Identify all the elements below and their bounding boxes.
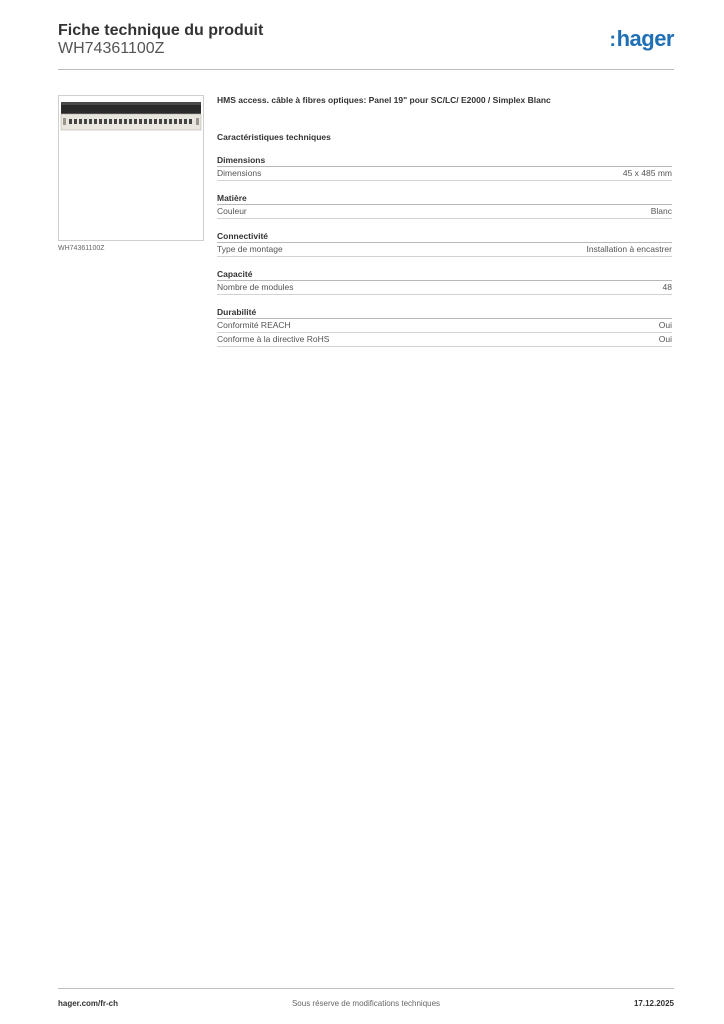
spec-group-capacite: [217, 268, 672, 295]
spec-group-durabilite: [217, 306, 672, 347]
logo-dots-icon: :: [609, 29, 616, 51]
page-footer: [58, 988, 674, 1013]
patch-panel-icon: [59, 96, 203, 240]
spec-row: [217, 319, 672, 333]
spec-row: [217, 167, 672, 181]
spec-row: [217, 281, 672, 295]
spec-value: Blanc: [650, 206, 672, 216]
document-title: Fiche technique du produit: [58, 22, 264, 39]
spec-value: 48: [662, 282, 672, 292]
group-title: Durabilité: [217, 306, 672, 319]
spec-group-connectivite: [217, 230, 672, 257]
spec-row: [217, 243, 672, 257]
footer-date: 17.12.2025: [633, 999, 674, 1008]
spec-group-dimensions: [217, 154, 672, 181]
spec-label: Dimensions: [217, 168, 262, 178]
product-reference: WH74361100Z: [58, 40, 165, 57]
footer-notice: Sous réserve de modifications techniques: [291, 999, 441, 1008]
spec-label: Nombre de modules: [217, 282, 294, 292]
group-title: Connectivité: [217, 230, 672, 243]
spec-group-matiere: [217, 192, 672, 219]
product-image: [58, 95, 204, 241]
hager-logo: [609, 26, 674, 52]
product-title: HMS access. câble à fibres optiques: Panel 19" pour SC/LC/ E2000 / Simplex Blanc: [217, 95, 551, 105]
spec-label: Type de montage: [217, 244, 283, 254]
spec-label: Conformité REACH: [217, 320, 291, 330]
spec-row: [217, 333, 672, 347]
group-title: Dimensions: [217, 154, 672, 167]
spec-value: 45 x 485 mm: [622, 168, 672, 178]
logo-text: hager: [616, 26, 674, 51]
section-title: Caractéristiques techniques: [217, 132, 331, 142]
page-header: [58, 22, 674, 70]
spec-label: Couleur: [217, 206, 247, 216]
spec-value: Oui: [658, 334, 672, 344]
spec-value: Oui: [658, 320, 672, 330]
specifications: [217, 95, 672, 347]
group-title: Capacité: [217, 268, 672, 281]
spec-row: [217, 205, 672, 219]
image-caption: WH74361100Z: [58, 245, 105, 252]
group-title: Matière: [217, 192, 672, 205]
spec-value: Installation à encastrer: [586, 244, 672, 254]
footer-website-link[interactable]: hager.com/fr-ch: [58, 999, 119, 1008]
spec-label: Conforme à la directive RoHS: [217, 334, 330, 344]
